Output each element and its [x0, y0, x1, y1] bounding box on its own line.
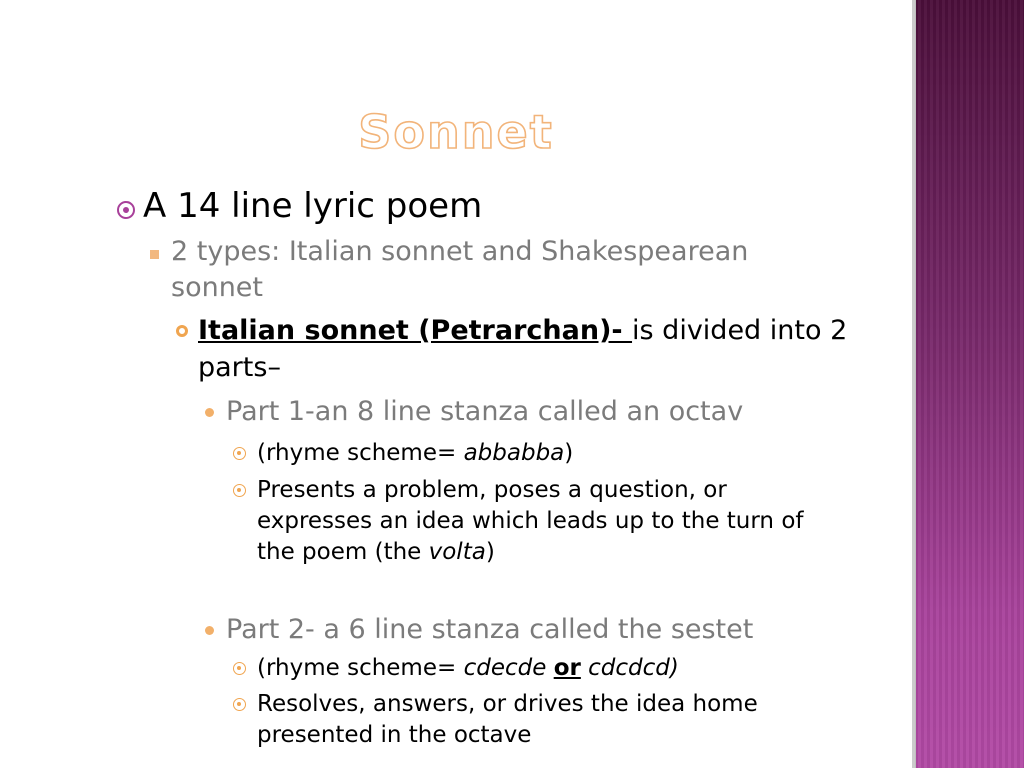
ring-bullet-icon — [176, 325, 188, 337]
part1-desc-line3 — [257, 537, 495, 568]
rhyme-scheme-value: abbabba — [463, 440, 565, 466]
part2-desc-line1: Resolves, answers, or drives the idea home — [257, 691, 758, 717]
bullet-level2-line2: sonnet — [171, 272, 264, 303]
bullet-level2-line1: 2 types: Italian sonnet and Shakespearean — [171, 236, 749, 267]
rhyme-scheme-value-1: cdecde — [463, 655, 547, 681]
level1-bullet-icon — [117, 201, 135, 219]
small-ring-bullet-icon — [233, 484, 246, 497]
part1-heading: Part 1-an 8 line stanza called an octav — [226, 396, 744, 427]
small-ring-bullet-icon — [233, 662, 246, 675]
small-ring-bullet-icon — [233, 698, 246, 711]
italian-sonnet-rest: is divided into 2 — [632, 315, 848, 346]
rhyme-prefix: (rhyme scheme= — [257, 655, 464, 681]
part1-desc-line1: Presents a problem, poses a question, or — [257, 477, 727, 503]
part2-rhyme — [257, 653, 679, 684]
volta-term: volta — [428, 539, 486, 565]
dot-bullet-icon — [205, 408, 214, 417]
dot-bullet-icon — [205, 626, 214, 635]
rhyme-suffix: ) — [564, 440, 574, 466]
volta-suffix: ) — [485, 539, 495, 565]
part1-rhyme — [257, 438, 573, 469]
part1-desc-line2: expresses an idea which leads up to the turn of — [257, 508, 804, 534]
part2-desc-line2: presented in the octave — [257, 722, 532, 748]
volta-prefix: the poem (the — [257, 539, 429, 565]
slide-title: Sonnet — [358, 105, 554, 159]
bullet-level3-line1 — [198, 313, 847, 349]
rhyme-scheme-value-2: cdcdcd) — [588, 655, 679, 681]
part2-heading: Part 2- a 6 line stanza called the sestet — [226, 614, 754, 645]
square-bullet-icon — [150, 250, 159, 259]
bullet-level1: A 14 line lyric poem — [143, 186, 483, 226]
decorative-sidebar — [912, 0, 1024, 768]
rhyme-or: or — [553, 655, 581, 681]
bullet-level3-line2: parts– — [198, 352, 281, 383]
italian-sonnet-heading: Italian sonnet (Petrarchan)- — [198, 315, 633, 346]
rhyme-prefix: (rhyme scheme= — [257, 440, 464, 466]
small-ring-bullet-icon — [233, 447, 246, 460]
